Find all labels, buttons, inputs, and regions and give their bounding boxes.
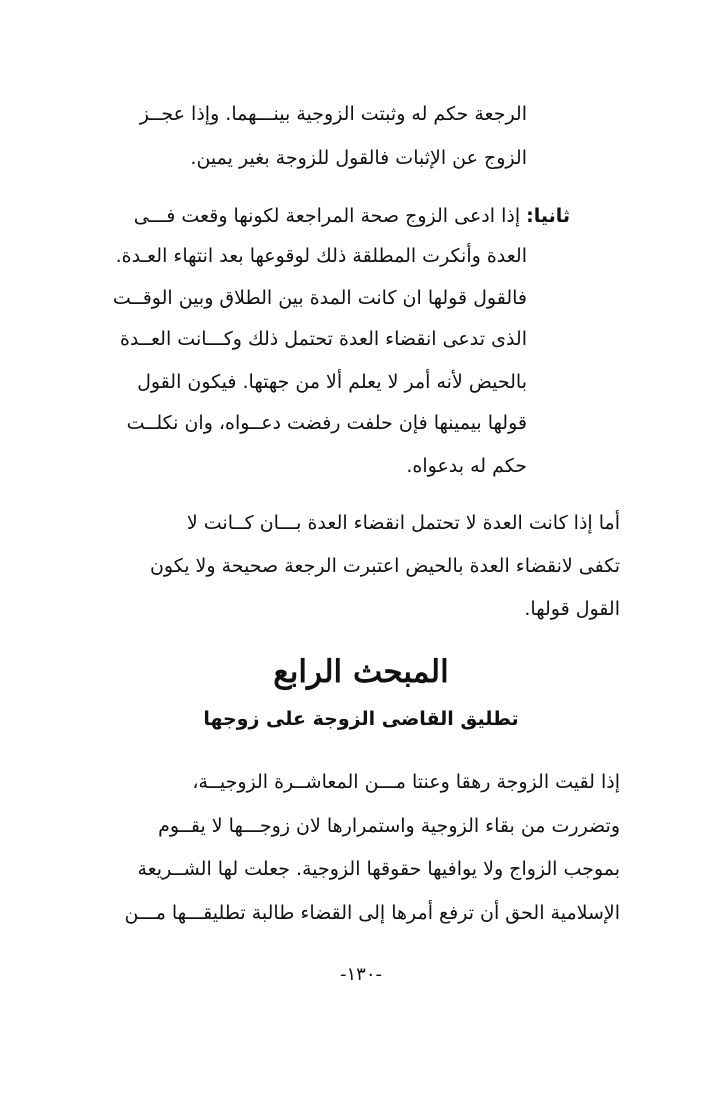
text-line: بالحيض لأنه أمر لا يعلم ألا من جهتها. فيكون القول (137, 371, 527, 393)
text-line: وتضررت من بقاء الزوجية واستمرارها لان زوجـــها لا يقــوم (158, 815, 620, 837)
section-subtitle: تطليق القاضى الزوجة على زوجها (203, 708, 519, 730)
text-line: الرجعة حكم له وثبتت الزوجية بينـــهما. وإذا عجــز (139, 103, 527, 125)
text-line: تكفى لانقضاء العدة بالحيض اعتبرت الرجعة صحيحة ولا يكون (149, 555, 620, 577)
text-line: إذا لقيت الزوجة رهقا وعنتا مـــن المعاشــرة الزوجيــة، (192, 771, 620, 793)
text-line (134, 207, 570, 226)
text-line: الزوج عن الإثبات فالقول للزوجة بغير يمين. (190, 147, 527, 169)
text-line: حكم له بدعواه. (406, 455, 527, 477)
text-line: قولها بيمينها فإن حلفت رفضت دعــواه، وان نكلــت (126, 412, 527, 434)
text-line: الذى تدعى انقضاء العدة تحتمل ذلك وكـــانت العــدة (119, 328, 527, 350)
section-title: المبحث الرابع (273, 654, 449, 690)
paragraph-label: ثانيا: (526, 205, 570, 227)
text-line: بموجب الزواج ولا يوافيها حقوقها الزوجية. جعلت لها الشــريعة (137, 858, 620, 880)
page-number: -١٣٠- (339, 964, 382, 985)
text-line: الإسلامية الحق أن ترفع أمرها إلى القضاء طالبة تطليقـــها مـــن (124, 902, 620, 924)
text-line: أما إذا كانت العدة لا تحتمل انقضاء العدة بـــان كــانت لا (186, 512, 620, 534)
text-line: القول قولها. (524, 598, 620, 620)
text-line: العدة وأنكرت المطلقة ذلك لوقوعها بعد انتهاء العـدة. (115, 245, 527, 267)
text-line: فالقول قولها ان كانت المدة بين الطلاق وبين الوقــت (112, 287, 527, 309)
text-line-content: إذا ادعى الزوج صحة المراجعة لكونها وقعت فـــى (133, 205, 521, 227)
